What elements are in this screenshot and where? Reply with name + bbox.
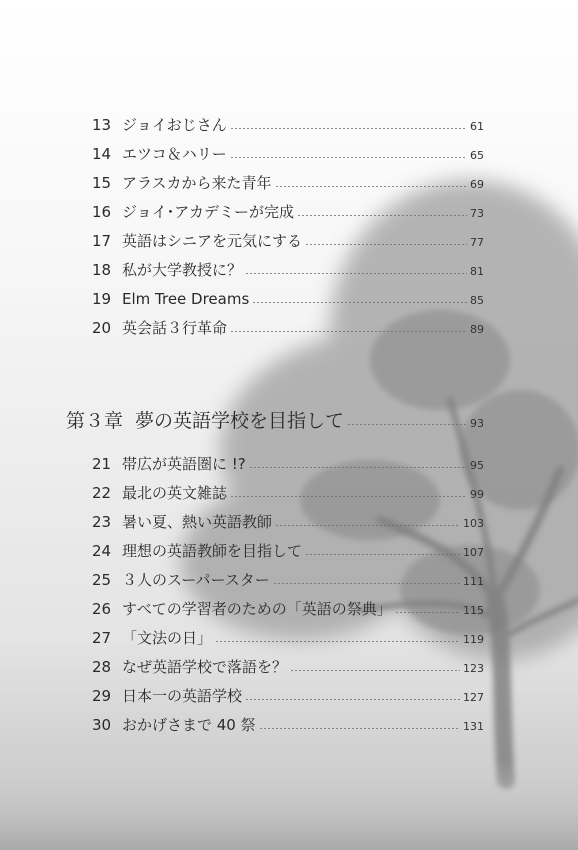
entry-page: 69: [470, 178, 484, 191]
entry-page: 89: [470, 323, 484, 336]
entry-title: ジョイおじさん: [122, 116, 227, 134]
entry-title: アラスカから来た青年: [122, 174, 272, 192]
toc-entry: [92, 684, 484, 708]
leader-dots: [245, 273, 467, 274]
toc-entry: [92, 713, 484, 737]
chapter-label: 第３章: [66, 410, 124, 432]
entry-number: 20: [92, 319, 112, 337]
leader-dots: [230, 331, 467, 332]
entry-title: 理想の英語教師を目指して: [122, 542, 303, 560]
entry-title: 英語はシニアを元気にする: [122, 232, 303, 250]
entry-page: 77: [470, 236, 484, 249]
entry-title: 英会話３行革命: [122, 319, 228, 337]
entry-number: 18: [92, 261, 112, 279]
toc-entry: [92, 481, 484, 505]
entry-page: 61: [470, 120, 484, 133]
entry-number: 25: [92, 571, 112, 589]
toc-entry: [92, 316, 484, 340]
leader-dots: [347, 424, 467, 425]
entry-title: ３人のスーパースター: [122, 571, 270, 589]
toc-entry: [92, 142, 484, 166]
chapter-title: 夢の英語学校を目指して: [135, 410, 345, 432]
toc-entry: [92, 113, 484, 137]
entry-number: 16: [92, 203, 112, 221]
entry-number: 23: [92, 513, 112, 531]
entry-number: 24: [92, 542, 112, 560]
entry-title: エツコ＆ハリー: [122, 145, 227, 163]
entry-title: Elm Tree Dreams: [122, 290, 250, 308]
entry-title: すべての学習者のための「英語の祭典」: [122, 600, 392, 618]
leader-dots: [297, 215, 467, 216]
entry-page: 95: [470, 459, 484, 472]
leader-dots: [305, 244, 467, 245]
entry-title: なぜ英語学校で落語を？: [122, 658, 288, 676]
chapter-page: 93: [470, 417, 484, 430]
leader-dots: [215, 641, 460, 642]
entry-number: 30: [92, 716, 112, 734]
entry-page: 131: [463, 720, 484, 733]
entry-number: 28: [92, 658, 112, 676]
entry-page: 127: [463, 691, 484, 704]
leader-dots: [230, 157, 467, 158]
toc-entry: [92, 229, 484, 253]
leader-dots: [249, 467, 467, 468]
leader-dots: [245, 699, 460, 700]
entry-number: 17: [92, 232, 112, 250]
leader-dots: [259, 728, 460, 729]
entry-number: 22: [92, 484, 112, 502]
chapter-heading: [66, 406, 484, 434]
toc-entry: [92, 171, 484, 195]
leader-dots: [395, 612, 460, 613]
entry-page: 111: [463, 575, 484, 588]
toc-entry: [92, 452, 484, 476]
leader-dots: [290, 670, 460, 671]
entry-number: 14: [92, 145, 112, 163]
leader-dots: [275, 525, 460, 526]
entry-page: 73: [470, 207, 484, 220]
leader-dots: [273, 583, 460, 584]
entry-title: 暑い夏、熱い英語教師: [122, 513, 273, 531]
leader-dots: [230, 496, 467, 497]
leader-dots: [275, 186, 467, 187]
entry-page: 103: [463, 517, 484, 530]
leader-dots: [305, 554, 460, 555]
entry-page: 123: [463, 662, 484, 675]
entry-page: 107: [463, 546, 484, 559]
entry-number: 26: [92, 600, 112, 618]
entry-title: 日本一の英語学校: [122, 687, 243, 705]
entry-number: 27: [92, 629, 112, 647]
entry-title: 最北の英文雑誌: [122, 484, 228, 502]
entry-title: 「文法の日」: [122, 629, 213, 647]
entry-title: おかげさまで 40 祭: [122, 716, 256, 734]
toc-entry: [92, 539, 484, 563]
entry-page: 85: [470, 294, 484, 307]
leader-dots: [252, 302, 467, 303]
toc-entry: [92, 258, 484, 282]
toc-entry: [92, 626, 484, 650]
toc-entry: [92, 597, 484, 621]
entry-number: 13: [92, 116, 112, 134]
entry-title: 帯広が英語圏に !?: [122, 455, 246, 473]
entry-number: 29: [92, 687, 112, 705]
entry-page: 115: [463, 604, 484, 617]
toc-entry: [92, 568, 484, 592]
entry-title: 私が大学教授に？: [122, 261, 243, 279]
entry-number: 19: [92, 290, 112, 308]
entry-page: 65: [470, 149, 484, 162]
entry-page: 119: [463, 633, 484, 646]
entry-number: 15: [92, 174, 112, 192]
entry-page: 81: [470, 265, 484, 278]
toc-entry: [92, 200, 484, 224]
entry-page: 99: [470, 488, 484, 501]
entry-title: ジョイ･アカデミーが完成: [122, 203, 295, 221]
entry-number: 21: [92, 455, 112, 473]
leader-dots: [230, 128, 467, 129]
toc-entry: [92, 287, 484, 311]
toc-entry: [92, 655, 484, 679]
toc-entry: [92, 510, 484, 534]
